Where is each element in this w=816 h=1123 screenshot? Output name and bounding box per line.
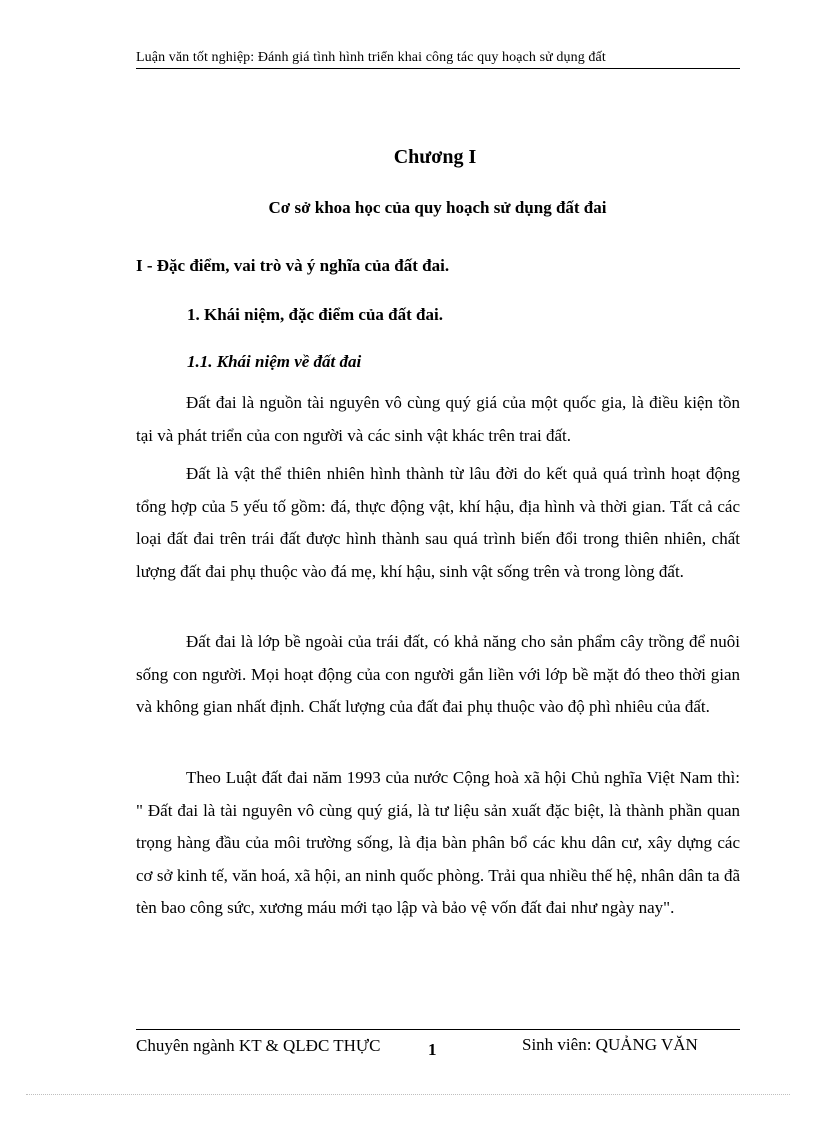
paragraph-3: Đất đai là lớp bề ngoài của trái đất, có khả năng cho sản phẩm cây trồng để nuôi sống con người. Mọi hoạt động của con người gắn liền với lớp bề mặt đó theo thời gian và không gian nhất định. Chất lượng của đất đai phụ thuộc vào độ phì nhiêu của đất.	[136, 632, 740, 716]
paragraph-4: Theo Luật đất đai năm 1993 của nước Cộng hoà xã hội Chủ nghĩa Việt Nam thì: " Đất đai là tài nguyên vô cùng quý giá, là tư liệu sản xuất đặc biệt, là thành phần quan trọng hàng đầu của môi trường sống, là địa bàn phân bổ các khu dân cư, xây dựng các cơ sở kinh tế, văn hoá, xã hội, an ninh quốc phòng. Trải qua nhiều thế hệ, nhân dân ta đã tèn bao công sức, xương máu mới tạo lập và bảo vệ vốn đất đai như ngày nay".	[136, 768, 740, 917]
running-header: Luận văn tốt nghiệp: Đánh giá tình hình triển khai công tác quy hoạch sử dụng đất	[136, 50, 740, 69]
chapter-title: Chương I	[393, 146, 477, 168]
page-number: 1	[428, 1040, 437, 1059]
section-heading: I - Đặc điểm, vai trò và ý nghĩa của đất đai.	[136, 256, 450, 275]
footer-student: Sinh viên: QUẢNG VĂN	[522, 1035, 698, 1054]
subsection-heading: 1. Khái niệm, đặc điểm của đất đai.	[187, 305, 443, 324]
paragraph-2: Đất là vật thể thiên nhiên hình thành từ lâu đời do kết quả quá trình hoạt động tổng hợp của 5 yếu tố gồm: đá, thực động vật, khí hậu, địa hình và thời gian. Tất cả các loại đất đai trên trái đất được hình thành sau quá trình biến đổi trong thiên nhiên, chất lượng đất đai phụ thuộc vào đá mẹ, khí hậu, sinh vật sống trên và trong lòng đất.	[136, 464, 740, 581]
footer-divider	[136, 1029, 740, 1030]
chapter-subtitle: Cơ sở khoa học của quy hoạch sử dụng đất đai	[268, 198, 607, 217]
paragraph-1: Đất đai là nguồn tài nguyên vô cùng quý giá của một quốc gia, là điều kiện tồn tại và phát triển của con người và các sinh vật khác trên trai đất.	[136, 393, 740, 445]
page-bottom-divider	[26, 1094, 790, 1095]
footer-major: Chuyên ngành KT & QLĐC THỰC	[136, 1036, 381, 1055]
subsubsection-heading: 1.1. Khái niệm về đất đai	[187, 352, 362, 371]
